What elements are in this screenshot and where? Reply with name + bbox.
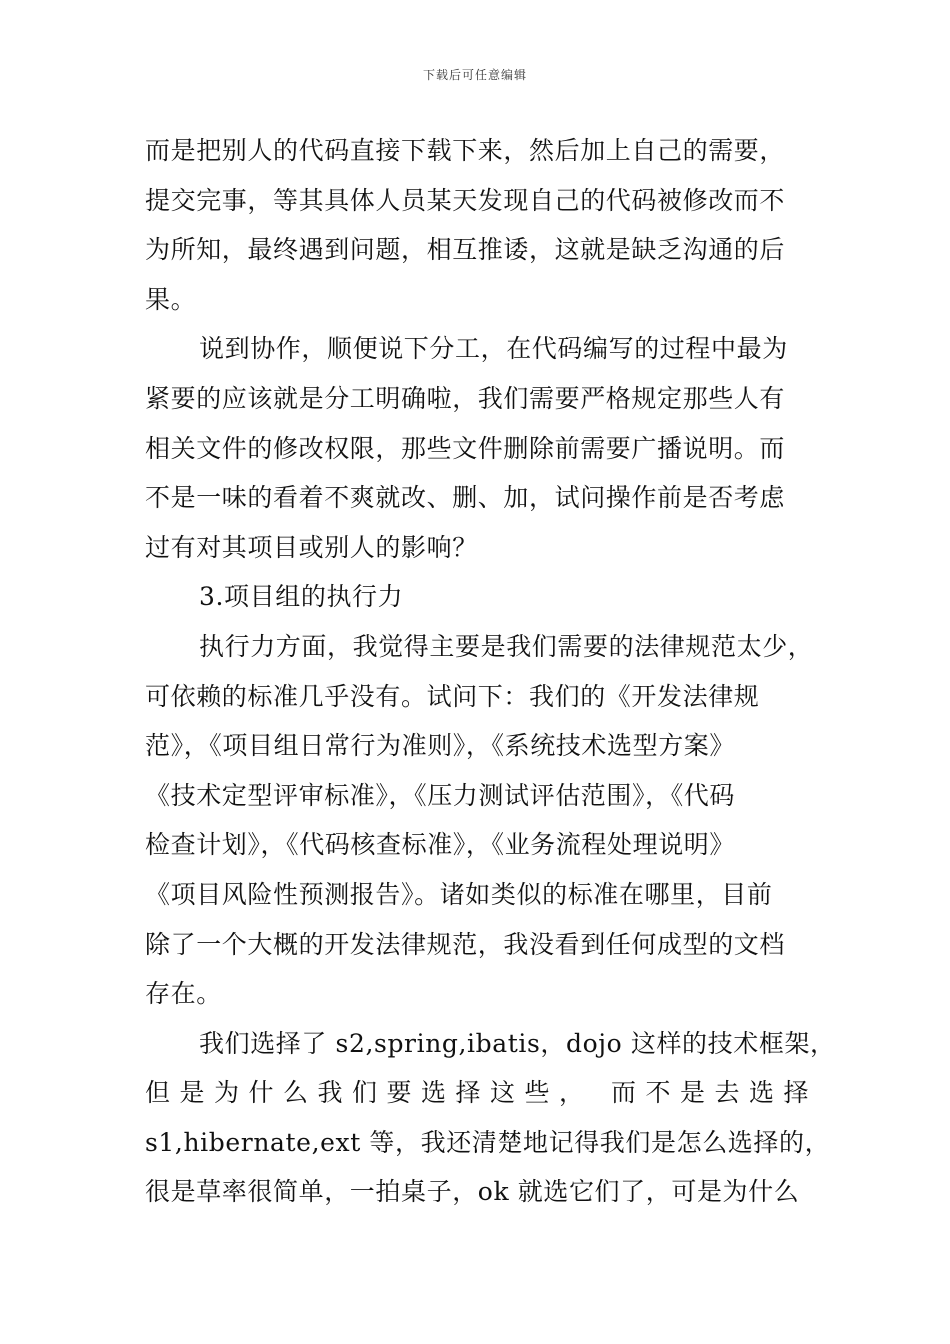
- text-line: 我们选择了 s2,spring,ibatis，dojo 这样的技术框架，: [199, 1028, 836, 1058]
- text-line: 相关文件的修改权限，那些文件删除前需要广播说明。而: [145, 433, 786, 463]
- page-header: 下载后可任意编辑: [422, 68, 527, 82]
- text-line: 但是为什么我们要选择这些， 而不是去选择: [145, 1078, 818, 1108]
- text-line: 果。: [145, 284, 197, 314]
- text-line: 很是草率很简单，一拍桌子，ok 就选它们了，可是为什么: [145, 1177, 800, 1207]
- text-line: 可依赖的标准几乎没有。试问下：我们的《开发法律规: [145, 681, 760, 711]
- text-line: 范》，《项目组日常行为准则》，《系统技术选型方案》: [145, 731, 736, 761]
- text-line: 存在。: [145, 979, 222, 1009]
- text-line: 执行力方面，我觉得主要是我们需要的法律规范太少，: [199, 631, 814, 661]
- text-line: 《技术定型评审标准》，《压力测试评估范围》，《代码: [145, 780, 736, 810]
- text-line: 《项目风险性预测报告》。诸如类似的标准在哪里，目前: [145, 879, 773, 909]
- text-line: s1,hibernate,ext 等，我还清楚地记得我们是怎么选择的，: [145, 1127, 831, 1157]
- text-line: 提交完事，等其具体人员某天发现自己的代码被修改而不: [145, 185, 786, 215]
- text-line: 为所知，最终遇到问题，相互推诿，这就是缺乏沟通的后: [145, 235, 786, 265]
- text-line: 过有对其项目或别人的影响？: [145, 532, 478, 562]
- section-heading: 3.项目组的执行力: [199, 582, 404, 612]
- text-line: 而是把别人的代码直接下载下来，然后加上自己的需要，: [145, 136, 786, 165]
- text-line: 紧要的应该就是分工明确啦，我们需要严格规定那些人有: [145, 383, 786, 413]
- text-line: 说到协作，顺便说下分工，在代码编写的过程中最为: [199, 334, 788, 364]
- document-body: [145, 126, 836, 1217]
- text-line: 检查计划》，《代码核查标准》，《业务流程处理说明》: [145, 830, 736, 860]
- text-line: 不是一味的看着不爽就改、删、加，试问操作前是否考虑: [145, 483, 786, 513]
- text-line: 除了一个大概的开发法律规范，我没看到任何成型的文档: [145, 929, 786, 959]
